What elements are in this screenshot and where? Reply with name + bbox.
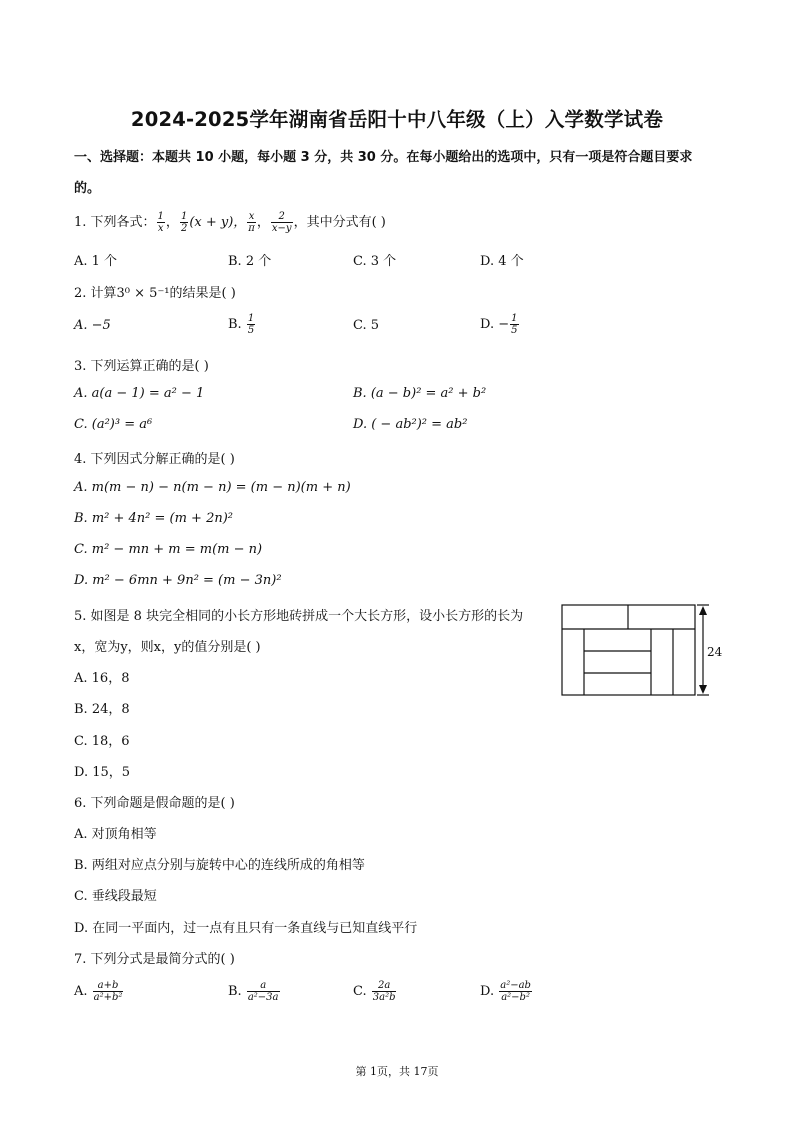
q5-option-d[interactable]: D. 15，5: [74, 765, 131, 780]
q3-option-b[interactable]: B. (a − b)² = a² + b²: [353, 386, 487, 401]
q5-option-b[interactable]: B. 24，8: [74, 702, 130, 717]
page-footer: 第 1页，共 17页: [355, 1065, 439, 1078]
tiles-figure: [560, 603, 730, 699]
q1-option-c[interactable]: C. 3 个: [353, 254, 397, 269]
q1-option-b[interactable]: B. 2 个: [228, 254, 272, 269]
page-title: 2024-2025学年湖南省岳阳十中八年级（上）入学数学试卷: [130, 108, 664, 131]
question-6: 6. 下列命题是假命题的是( ): [74, 796, 235, 811]
q2-option-a[interactable]: A. −5: [74, 318, 111, 333]
q3-option-a[interactable]: A. a(a − 1) = a² − 1: [74, 386, 205, 401]
q1-suffix: ，其中分式有( ): [293, 215, 386, 230]
q5-option-a[interactable]: A. 16，8: [74, 671, 130, 686]
q1-fraction-2: $\frac{1}{2}$: [180, 211, 188, 234]
question-1: 1. 下列各式： $\frac{1}{x}$ ， $\frac{1}{2}$ (x + y)， $\frac{x}{\pi}$ ， $\frac{2}{x-y}$ ，其中分式有( ): [74, 211, 386, 234]
q2-option-c[interactable]: C. 5: [353, 318, 380, 333]
q7-option-d[interactable]: D. $\frac{\text{a²−ab}}{\text{a²−b²}}$: [480, 980, 531, 1003]
q4-option-d[interactable]: D. m² − 6mn + 9n² = (m − 3n)²: [74, 573, 282, 588]
q1-option-d[interactable]: D. 4 个: [480, 254, 524, 269]
q1-option-a[interactable]: A. 1 个: [74, 254, 118, 269]
question-4: 4. 下列因式分解正确的是( ): [74, 452, 235, 467]
section-heading-line2: 的。: [74, 181, 101, 196]
section-heading-line1: 一、选择题：本题共 10 小题，每小题 3 分，共 30 分。在每小题给出的选项中，只有一项是符合题目要求: [74, 150, 693, 165]
dimension-label: 24: [707, 645, 723, 659]
q2-option-d[interactable]: D. − $\frac{1}{5}$: [480, 313, 518, 336]
question-5-line1: 5. 如图是 8 块完全相同的小长方形地砖拼成一个大长方形，设小长方形的长为: [74, 609, 524, 624]
question-7: 7. 下列分式是最简分式的( ): [74, 952, 235, 967]
arrow-down-icon: [699, 685, 707, 694]
question-2: 2. 计算3⁰ × 5⁻¹的结果是( ): [74, 286, 236, 301]
q6-option-c[interactable]: C. 垂线段最短: [74, 889, 157, 904]
q1-prefix: 1. 下列各式：: [74, 215, 156, 230]
q1-fraction-3: $\frac{x}{\pi}$: [248, 211, 255, 234]
q6-option-d[interactable]: D. 在同一平面内，过一点有且只有一条直线与已知直线平行: [74, 921, 418, 936]
q1-expr-tail: (x + y)，: [189, 215, 247, 230]
q6-option-b[interactable]: B. 两组对应点分别与旋转中心的连线所成的角相等: [74, 858, 365, 873]
q1-fraction-1: $\frac{1}{x}$: [157, 211, 164, 234]
q2-option-b[interactable]: B. $\frac{1}{5}$: [228, 313, 255, 336]
q7-option-b[interactable]: B. $\frac{a}{\text{a²−3a}}$: [228, 980, 279, 1003]
q1-fraction-4: $\frac{2}{x-y}$: [271, 211, 292, 234]
q5-option-c[interactable]: C. 18，6: [74, 734, 130, 749]
q7-option-c[interactable]: C. $\frac{2a}{\text{3a²b}}$: [353, 980, 396, 1003]
q3-option-d[interactable]: D. ( − ab²)² = ab²: [353, 417, 468, 432]
q7-option-a[interactable]: A. $\frac{a+b}{\text{a²+b²}}$: [74, 980, 123, 1003]
question-3: 3. 下列运算正确的是( ): [74, 359, 209, 374]
q4-option-c[interactable]: C. m² − mn + m = m(m − n): [74, 542, 263, 557]
question-5-line2: x，宽为y，则x，y的值分别是( ): [74, 640, 261, 655]
q4-option-b[interactable]: B. m² + 4n² = (m + 2n)²: [74, 511, 234, 526]
q3-option-c[interactable]: C. (a²)³ = a⁶: [74, 417, 153, 432]
q4-option-a[interactable]: A. m(m − n) − n(m − n) = (m − n)(m + n): [74, 480, 351, 495]
q6-option-a[interactable]: A. 对顶角相等: [74, 827, 157, 842]
arrow-up-icon: [699, 606, 707, 615]
